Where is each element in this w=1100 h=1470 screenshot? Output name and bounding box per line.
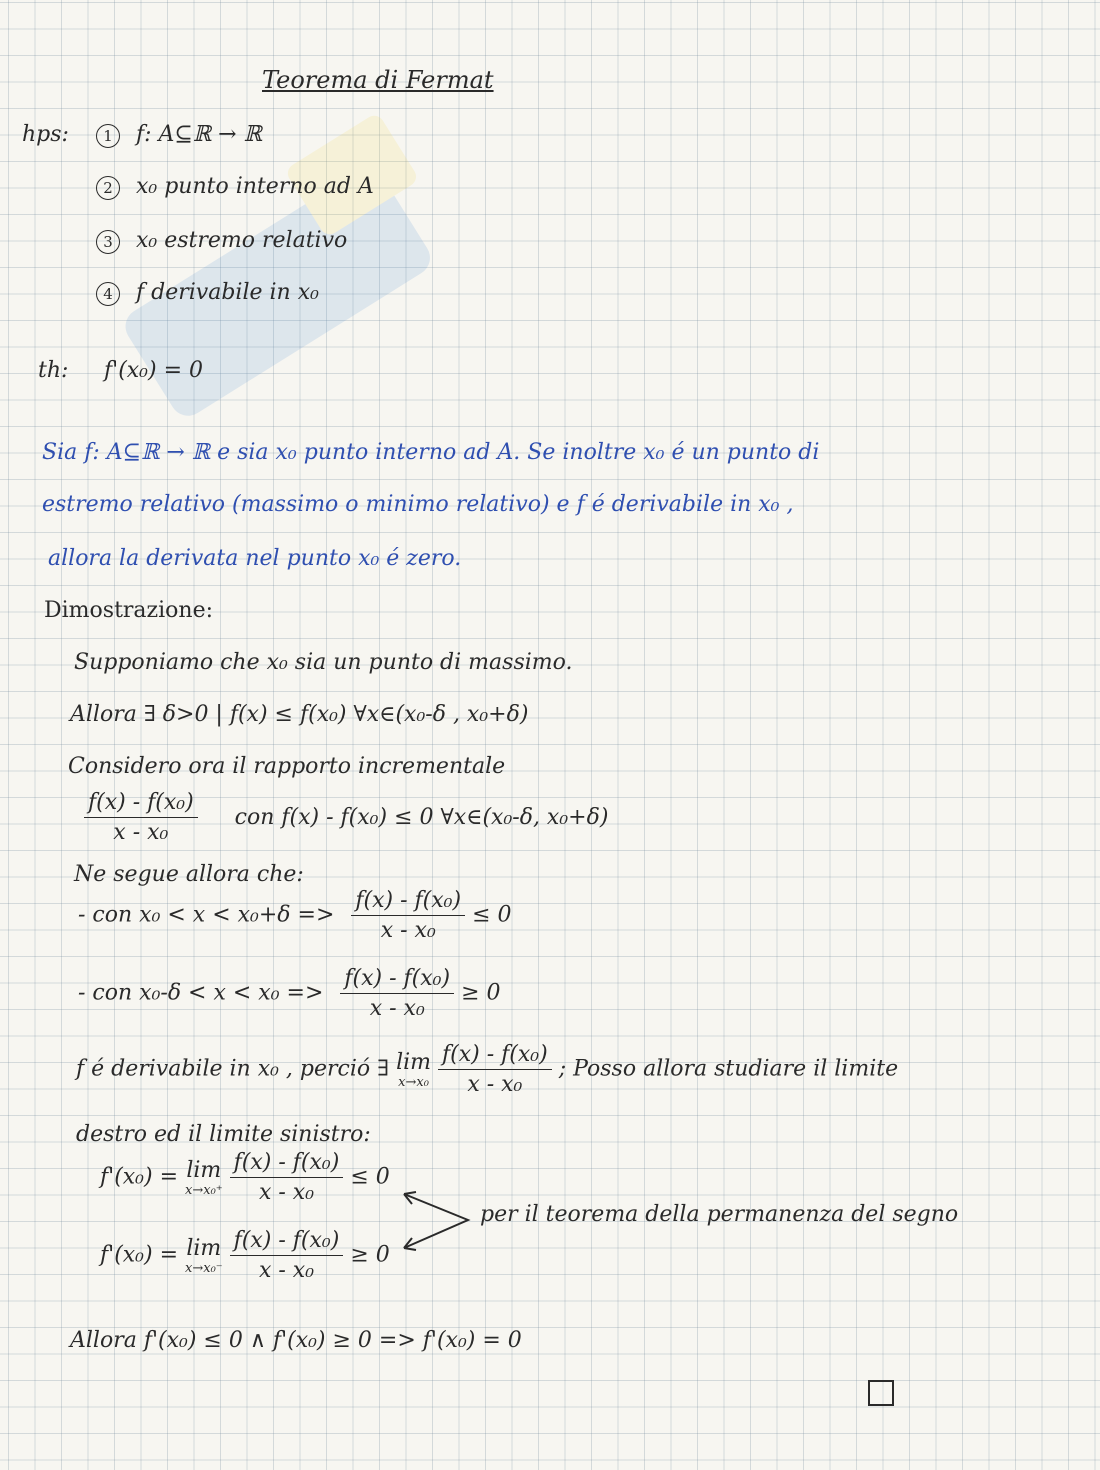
- derivative-label: f'(x₀) =: [100, 1242, 179, 1268]
- hypothesis-number: 4: [96, 282, 120, 306]
- hypothesis-1: [96, 122, 262, 148]
- fraction: [438, 1042, 552, 1097]
- fraction-denominator: x - x₀: [258, 1180, 315, 1205]
- limit-symbol: lim: [186, 1235, 222, 1261]
- case-condition: - con x₀-δ < x < x₀ =>: [78, 980, 324, 1006]
- hypothesis-4: [96, 280, 319, 306]
- left-limit: [100, 1228, 390, 1283]
- fraction-numerator: f(x) - f(x₀): [351, 888, 465, 916]
- fraction-denominator: x - x₀: [113, 820, 169, 845]
- fraction: [340, 966, 454, 1021]
- hypothesis-text: x₀ punto interno ad A: [136, 174, 374, 199]
- ratio-condition: con f(x) - f(x₀) ≤ 0 ∀x∈(x₀-δ, x₀+δ): [234, 804, 609, 830]
- proof-line-1: Supponiamo che x₀ sia un punto di massimo.: [74, 650, 573, 675]
- statement-line-2: estremo relativo (massimo o minimo relativo) e f é derivabile in x₀ ,: [42, 492, 794, 517]
- hypotheses-label: hps:: [22, 122, 69, 147]
- derivative-label: f'(x₀) =: [100, 1164, 179, 1190]
- limit-subscript: x→x₀⁻: [185, 1260, 223, 1276]
- case-right: [78, 888, 512, 943]
- fraction: [84, 790, 198, 845]
- fraction: [230, 1228, 344, 1283]
- proof-heading: Dimostrazione:: [44, 598, 214, 623]
- conclusion: Allora f'(x₀) ≤ 0 ∧ f'(x₀) ≥ 0 => f'(x₀) = 0: [70, 1328, 522, 1353]
- hypothesis-text: x₀ estremo relativo: [136, 228, 348, 253]
- limit-subscript: x→x₀⁺: [185, 1182, 223, 1198]
- case-result: ≤ 0: [472, 902, 512, 928]
- case-left: [78, 966, 501, 1021]
- fraction: [230, 1150, 344, 1205]
- fraction-denominator: x - x₀: [258, 1258, 315, 1283]
- limit: [185, 1236, 223, 1276]
- proof-line-3: Considero ora il rapporto incrementale: [68, 754, 506, 779]
- limit-symbol: lim: [186, 1157, 222, 1183]
- limit-symbol: lim: [396, 1049, 432, 1075]
- hypothesis-number: 3: [96, 230, 120, 254]
- qed-box-icon: [868, 1380, 894, 1406]
- hypothesis-number: 2: [96, 176, 120, 200]
- case-condition: - con x₀ < x < x₀+δ =>: [78, 902, 335, 928]
- right-limit: [100, 1150, 390, 1205]
- incremental-ratio: [84, 790, 608, 845]
- statement-line-3: allora la derivata nel punto x₀ é zero.: [48, 546, 462, 571]
- limit: [396, 1050, 431, 1090]
- limit-result: ≤ 0: [350, 1164, 390, 1190]
- derivability-text: f é derivabile in x₀ , perció ∃: [76, 1056, 390, 1082]
- fraction-denominator: x - x₀: [380, 918, 436, 943]
- proof-line-2: Allora ∃ δ>0 | f(x) ≤ f(x₀) ∀x∈(x₀-δ , x₀+δ): [70, 702, 529, 727]
- limit-result: ≥ 0: [350, 1242, 390, 1268]
- statement-line-1: Sia f: A⊆ℝ → ℝ e sia x₀ punto interno ad A. Se inoltre x₀ é un punto di: [42, 440, 820, 465]
- hypothesis-2: [96, 174, 374, 200]
- hypothesis-text: f: A⊆ℝ → ℝ: [136, 122, 262, 147]
- proof-line-4: Ne segue allora che:: [74, 862, 304, 887]
- page-title: Teorema di Fermat: [262, 66, 494, 94]
- fraction-denominator: x - x₀: [369, 996, 425, 1021]
- brace-arrows-icon: [398, 1186, 478, 1266]
- fraction-numerator: f(x) - f(x₀): [84, 790, 198, 818]
- proof-line-6: destro ed il limite sinistro:: [76, 1122, 371, 1147]
- fraction-numerator: f(x) - f(x₀): [438, 1042, 552, 1070]
- limit: [185, 1158, 223, 1198]
- fraction-numerator: f(x) - f(x₀): [230, 1228, 344, 1256]
- fraction-numerator: f(x) - f(x₀): [230, 1150, 344, 1178]
- proof-line-5: [76, 1042, 898, 1097]
- fraction-numerator: f(x) - f(x₀): [340, 966, 454, 994]
- fraction-denominator: x - x₀: [467, 1072, 523, 1097]
- fraction: [351, 888, 465, 943]
- case-result: ≥ 0: [461, 980, 501, 1006]
- hypothesis-number: 1: [96, 124, 120, 148]
- hypothesis-3: [96, 228, 347, 254]
- sign-permanence-note: per il teorema della permanenza del segno: [480, 1202, 959, 1227]
- thesis-label: th:: [38, 358, 69, 383]
- hypothesis-text: f derivabile in x₀: [136, 280, 319, 305]
- thesis: f'(x₀) = 0: [104, 358, 203, 383]
- derivability-followup: ; Posso allora studiare il limite: [558, 1056, 899, 1082]
- limit-subscript: x→x₀: [398, 1074, 429, 1090]
